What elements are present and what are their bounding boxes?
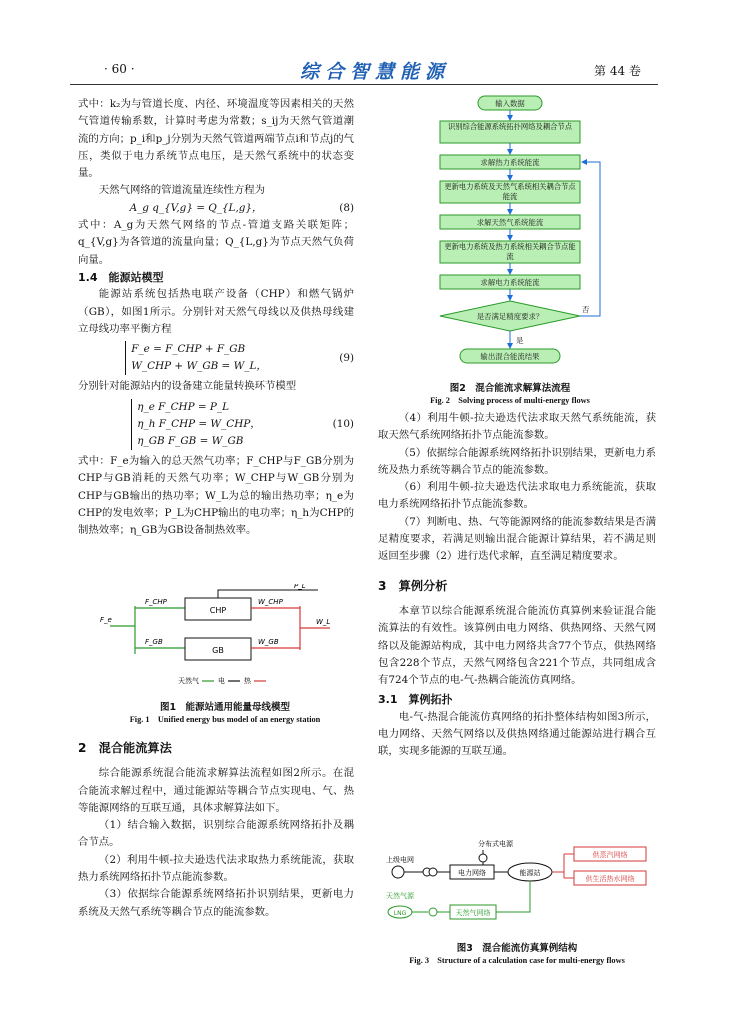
flow-end-label: 输出混合能流结果	[480, 352, 540, 361]
journal-title: 综合智慧能源	[300, 61, 451, 83]
volume-label: 第 44 卷	[594, 64, 641, 78]
equation-10-number: (10)	[332, 417, 354, 430]
steam-net-label: 供蒸汽网络	[592, 851, 628, 859]
equation-10-line-3: η_GB F_GB = W_GB	[137, 434, 244, 447]
left-column-lower	[78, 740, 354, 921]
para-step-5: （5）依据综合能源系统网络拓扑识别结果，更新电力系统及热力系统等耦合节点的能流参数。	[378, 446, 656, 476]
wchp-label: W_CHP	[258, 598, 283, 606]
flow-update-heat-label: 更新电力系统及热力系统相关耦合节点能流	[444, 242, 576, 261]
flow-yes-label: 是	[516, 336, 524, 345]
right-column	[378, 410, 656, 761]
equation-9-line-2: W_CHP + W_GB = W_L，	[131, 360, 267, 373]
flow-no-label: 否	[582, 305, 590, 314]
equation-8-number: (8)	[339, 201, 354, 214]
equation-10	[78, 399, 354, 450]
para-ag-definition: 式中：A_g为天然气网络的节点-管道支路关联矩阵；q_{V,g}为各管道的流量向量；Q_{L,g}为节点天然气负荷向量。	[78, 219, 354, 266]
transformer-icon-b	[429, 868, 437, 876]
power-net-label: 电力网络	[458, 869, 486, 877]
gb-label: GB	[212, 646, 224, 655]
equation-8-body: A_g q_{V,g} = Q_{L,g}，	[129, 201, 263, 214]
figure-3-diagram	[378, 836, 656, 940]
para-step-6: （6）利用牛顿-拉夫逊迭代法求取电力系统能流，获取电力系统网络拓扑节点能流参数。	[378, 481, 656, 511]
wgb-label: W_GB	[258, 638, 279, 646]
dg-icon	[479, 854, 487, 862]
fgb-label: F_GB	[145, 638, 163, 646]
flow-identify-label: 识别综合能源系统拓扑网络及耦合节点	[447, 122, 573, 131]
gas-station-line	[496, 881, 530, 912]
equation-8	[78, 200, 354, 217]
flow-decision-label: 是否满足精度要求？	[476, 312, 544, 321]
figure-1-diagram	[90, 584, 360, 692]
station-label: 能源站	[519, 869, 541, 877]
section-2-heading: 2 混合能流算法	[78, 741, 172, 755]
wl-label: W_L	[316, 618, 331, 626]
gas-net-label: 天然气网络	[455, 909, 491, 917]
flow-identify-label-wrap	[442, 122, 578, 144]
grid-source-icon	[392, 866, 404, 878]
flow-update-heat-wrap	[442, 242, 578, 264]
fe-label: F_e	[100, 616, 112, 624]
legend-gas: 天然气	[178, 677, 199, 685]
flow-power-label: 求解电力系统能流	[480, 278, 540, 287]
para-topology: 电-气-热混合能流仿真网络的拓扑整体结构如图3所示，电力网络、天然气网络以及供热网络通过能源站进行耦合互联，实现多能源的互联互通。	[378, 710, 656, 758]
legend-heat: 热	[244, 677, 251, 685]
chp-label: CHP	[209, 606, 227, 615]
para-step-4: （4）利用牛顿-拉夫逊迭代法求取天然气系统能流，获取天然气系统网络拓扑节点能流参数。	[378, 412, 656, 442]
figure-1-caption: 图1 能源站通用能量母线模型	[159, 702, 291, 713]
flow-start-label: 输入数据	[495, 99, 525, 108]
page-header	[0, 0, 730, 88]
figure-2-caption-en: Fig. 2 Solving process of multi-energy flows	[430, 396, 590, 405]
arrow-loop-no	[580, 162, 600, 316]
equation-9	[78, 341, 354, 375]
section-3-1-heading: 3.1 算例拓扑	[378, 693, 453, 707]
para-step-7: （7）判断电、热、气等能源网络的能流参数结果是否满足精度要求，若满足则输出混合能源计算结果，若不满足则返回至步骤（2）进行迭代求解，直至满足精度要求。	[378, 515, 656, 563]
left-column	[78, 96, 354, 540]
header-rule	[70, 84, 658, 85]
equation-9-number: (9)	[339, 351, 354, 364]
figure-2-flowchart	[420, 92, 660, 382]
equation-9-line-1: F_e = F_CHP + F_GB	[131, 343, 246, 356]
para-conversion-intro: 分别针对能源站内的设备建立能量转换环节模型	[78, 380, 297, 393]
para-energy-station: 能源站系统包括热电联产设备（CHP）和燃气锅炉（GB），如图1所示。分别针对天然气母线以及供热母线建立母线功率平衡方程	[78, 288, 354, 335]
equation-10-line-1: η_e F_CHP = P_L	[137, 400, 229, 413]
figure-1	[90, 584, 360, 724]
para-case-description: 本章节以综合能源系统混合能流仿真算例来验证混合能流算法的有效性。该算例由电力网络、供热网络、天然气网络以及能源站构成，其中电力网络共含77个节点，供热网络包含228个节点，天然气网络包含221个节点，共同组成含有724个节点的电-气-热耦合能流仿真网络。	[378, 604, 656, 687]
hotwater-net-label: 供生活热水网络	[585, 875, 635, 883]
gas-source-label: 天然气源	[386, 892, 414, 900]
figure-2-caption: 图2 混合能流求解算法流程	[449, 383, 571, 394]
figure-1-caption-en: Fig. 1 Unified energy bus model of an energy station	[129, 715, 321, 724]
flow-update-gas-wrap	[442, 182, 578, 204]
equation-10-line-2: η_h F_CHP = W_CHP，	[137, 417, 261, 430]
lng-label: LNG	[393, 910, 407, 917]
gas-compressor-icon	[429, 908, 437, 916]
dg-label: 分布式电源	[478, 840, 513, 848]
page-number: · 60 ·	[104, 62, 135, 76]
figure-2	[420, 92, 660, 412]
section-3-heading: 3 算例分析	[378, 578, 448, 593]
figure-3	[378, 836, 656, 986]
figure-3-caption-en: Fig. 3 Structure of a calculation case for multi-energy flows	[409, 956, 625, 965]
para-step-1: （1）结合输入数据，识别综合能源系统网络拓扑及耦合节点。	[78, 819, 354, 849]
fchp-label: F_CHP	[145, 598, 167, 606]
legend-elec: 电	[218, 677, 225, 685]
flow-gas-label: 求解天然气系统能流	[476, 218, 544, 227]
figure-3-caption: 图3 混合能流仿真算例结构	[456, 943, 578, 954]
para-algorithm-overview: 综合能源系统混合能流求解算法流程如图2所示。在混合能流求解过程中，通过能源站等耦合节点实现电、气、热等能源网络的互联互通，具体求解算法如下。	[78, 767, 354, 814]
pl-line	[218, 590, 318, 598]
flow-update-gas-label: 更新电力系统及天然气系统相关耦合节点能流	[444, 182, 576, 201]
flow-heat-label: 求解热力系统能流	[480, 158, 540, 167]
para-step-2: （2）利用牛顿-拉夫逊迭代法求取热力系统能流，获取热力系统网络拓扑节点能流参数。	[78, 853, 354, 884]
grid-label: 上级电网	[386, 856, 414, 864]
para-continuity-intro: 天然气网络的管道流量连续性方程为	[98, 184, 266, 197]
para-step-3: （3）依据综合能源系统网络拓扑识别结果，更新电力系统及天然气系统等耦合节点的能流参数。	[78, 888, 354, 918]
para-variable-definitions: 式中：F_e为输入的总天然气功率；F_CHP与F_GB分别为CHP与GB消耗的天然气功率；W_CHP与W_GB分别为CHP与GB输出的热功率；W_L为总的输出热功率；η_e为CHP的发电效率；P_L为CHP输出的电功率；η_h为CHP的制热效率；η_GB为GB设备制热效率。	[78, 455, 354, 537]
para-k2-definition: 式中：k₂为与管道长度、内径、环境温度等因素相关的天然气管道传输系数，计算时考虑为常数；s_ij为天然气管道潮流的方向；p_i和p_j分别为天然气管道两端节点i和节点j的气压，类似于电力系统节点电压，是天然气系统中的状态变量。	[78, 98, 354, 180]
section-1-4-heading: 1.4 能源站模型	[78, 270, 164, 284]
pl-label: P_L	[294, 584, 306, 590]
